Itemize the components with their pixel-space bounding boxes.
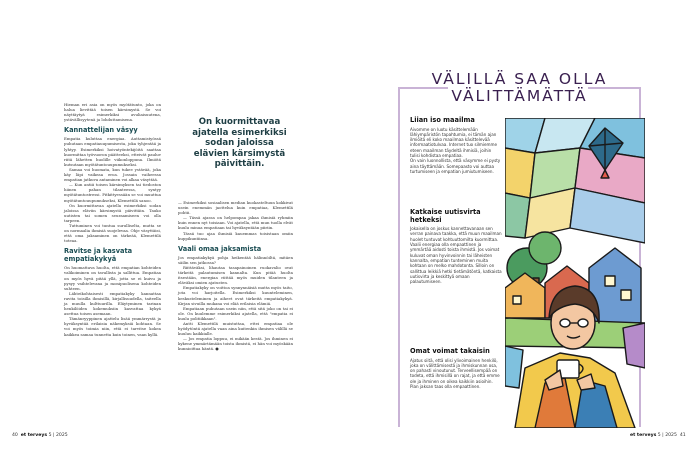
stained-glass-illustration xyxy=(505,118,645,428)
paragraph: On huomattava huolta, että empatian kohteiden valikoiminen on tavallista ja sallittua. Empatiaa on myös hyvä pitää yllä, jotta se ei kuivu ja pysyy vaihtelevana ja monipuolisena kohteiden suhteen. xyxy=(64,265,161,291)
sidebar-box-2 xyxy=(410,209,502,284)
sidebar-box-1 xyxy=(410,117,502,174)
section-heading-vaali: Vaali omaa jaksamista xyxy=(178,244,262,253)
issue-number: 5 | 2025 xyxy=(657,433,677,438)
paragraph: Riittäväksi, lihautaa tasapainoinen ruokavalio ovat tärkeitä palautumisen kannalta. Kun pitää huolta itsestään, energiaa riittää myös muiden tilanteen ja eläväksi omien ajatusten. xyxy=(178,264,293,286)
sidebar-heading: Liian iso maailma xyxy=(410,116,475,124)
section-heading-vasyy: Kannattelijan väsyy xyxy=(64,126,138,135)
page-number: 40 xyxy=(12,433,18,438)
paragraph: Tämänryyppinen ajattelu lisää ymmärrystä ja hyväksyntää erilaisia näkemyksiä kohtaan. Se voi myös toimia niin, että ei tarvitse kokea kaikkea samaa tunnetta kuin toinen, vaan kyllä. xyxy=(64,316,161,337)
left-article-column xyxy=(64,102,161,337)
paragraph: Samaa voi huomata, kun tukee ystävää, joka käy läpi vaikeaa eroa. Jossain vaiheessa empatian jatkuva antaminen voi alkaa väsyttää. xyxy=(64,166,161,183)
paragraph: Empatiaan puhutaan usein niin, että sitä joko on tai ei ole. On kuulemme esimerkiksi ajatella, että "empatia ei kuulu politiikkaan". xyxy=(178,305,293,321)
sidebar-text: Aivomme on luotu käsittelemään lähiympäristön tapahtumia, ei tämän ajan ilmiöitä eli koko maailmaa käsittelevää informaatiotulvaa. Internet tuo silmiemme eteen maailman täydeltä ihmisiä, joihin tulisi kohdistaa empatiaa. On vain luonnollista, että väsymme ei pysty aina täyttämään. Somepaasto voi auttaa turtumiseen ja empatian jumiutumiseen. xyxy=(410,126,501,174)
sidebar-heading: Omat voimat takaisin xyxy=(410,347,490,355)
paragraph: — Jos empatia loppuu, ei mikään kestä. Jos ihminen ei kykene ymmärtämään toista ihmistä, ei hän voi myöskään kunnioittaa häntä. ● xyxy=(178,336,293,352)
sidebar-heading: Katkaise uutisvirta hetkeksi xyxy=(410,208,481,224)
footer-left xyxy=(12,433,68,438)
sidebar-box-3 xyxy=(410,348,502,389)
paragraph: Tuttuminen voi tuntua surulliselta, mutta se on normaalia ihmisiä suojelevaa. Ohje väsyttäisi, että oma jaksaminen on tärkeää, Klemettilä toteaa. xyxy=(64,222,161,244)
paragraph: Tässä tuo ajaa ihmisiä kauemmas toisistaan omiin kuppikuntiinsa. xyxy=(178,230,293,241)
magazine-brand: et terveys xyxy=(20,433,48,438)
paragraph: On kuormittavaa ajatella esimerkiksi sodan jaloissa eläviin kärsimystä päivittäin. Tauko uutisten tai somen seuraamiseen voi olla tarpeen. xyxy=(64,202,161,223)
footer-right xyxy=(630,433,686,438)
paragraph: Jos empatiakykyä pohja heikentää hälinnöiltä, mitäen säilin sen jatkossa? xyxy=(178,254,293,265)
sidebar-text: Ajatus siitä, että olisi ylivoimainen henkilö, joka on välittämisestä ja ihmiskunnan osa, on pahasti vinoutunut. Terveellisempää on todeta, että ihmisillä on rajat, ja että emme ole ja ihminen on oikea kaikkiin asioihin. Pian jaksan taas olla empaattinen. xyxy=(410,357,500,390)
paragraph: — Kun antiii toisen kärsimyksen tai tiedoston hiinen pahan tilanteessa, syntyy myötätuntostressi. Pitkittyessään se voi muuttua myötätuntouupumukseksi, Klemettilä sanoo. xyxy=(64,182,161,203)
paragraph: Lähteikohtaisesti empatiakyky kannattaa ravita toisilla ihmisillä, kirjallisuudella, taiteella ja muulla kulttuurilla. Eläytyminen tarinan henkilöiden kokemuksiin kasvattaa kykyä asettua toisen asemaan. xyxy=(64,290,161,317)
paragraph: Empatia kuluttaa energiaa. Auttamistyössä puhutaan empatiauupumisesta, joka tyhjentää ja lyhtyy. Esimerkiksi hoivatyöntekijöitä saattaa kuormittaa työvuoron päätteeksi, etteivät pauluv riitä lähetten huolille viikonloppuna. Ilmiötä kutsutaan myötätuntouupumukseksi. xyxy=(64,136,161,167)
intro-paragraph: Hieman eri asia on myös myötätunto, joka on halua lievittää toisen kärsimystä. Se voi näyttäytyä esimerkiksi avuliaisuutena, ystävällisyytenä ja lohduttamisena. xyxy=(64,102,161,123)
issue-number: 5 | 2025 xyxy=(48,433,68,438)
sidebar-headline: VÄLILLÄ SAA OLLA VÄLITTÄMÄTTÄ xyxy=(431,70,608,105)
magazine-brand: et terveys xyxy=(630,433,657,438)
paragraph: Empatiakyky on voittoa synnynnäisiä mutta myös taito, jota voi harjoitella. Esimerkiksi kuunteleminen, keskusteleminen ja aiheet ovat tärkeitä empatiakykyä. Kirjan sivuilla mukana voi elää erilaisia elämiä. xyxy=(178,285,293,306)
section-heading-ravitse: Ravitse ja kasvata empatiakykyä xyxy=(64,247,133,264)
sidebar-text: Jokaisella on joskus kannettavanaan sen verran painava taakka, että muun maailman huolet tuntuvat kohtuuttomilta kuormittaa. Vaalii energiaa olla empaattinen ja ymmärtää aidosti toista ihmistä. Jos voimat kuluvat oman hyvinvoinnin tai läheisten kannalta, empatian tunteminen muita kohtaan on melko mahdotonta. Silloin on sallittua leikkiä hetki tietämätöntä, katkaista uutisvirta ja keskittyä omaan palautumiseen. xyxy=(410,226,502,285)
paragraph: — Esimerkiksi sosiaalisen median kuokasteltuun kokkivat usein enemmän jaottelua kuin empatiaa, Klemettilä pohtii. xyxy=(178,200,293,216)
paragraph: Antti Klemettilä muistuttaa, ettei empatiaa ole hyödytöntä ajatella vaan aina kuitenkin ihmisen välillä se kuuluu kaikkialle. xyxy=(178,320,293,337)
page-number: 41 xyxy=(679,433,686,438)
middle-article-column xyxy=(178,200,293,352)
pull-quote: On kuormittavaa ajatella esimerkiksi sodan jaloissa elävien kärsimystä päivittäin. xyxy=(192,117,287,169)
paragraph: — Tässä ajassa on helpompaa jakaa ihmisiä ryhmiin kuin ennen nyt toisiaan. Voi ajatella, että mun tuolla elvät kuulu minua empatiaan tai hyväksyntään piiriin. xyxy=(178,215,293,231)
